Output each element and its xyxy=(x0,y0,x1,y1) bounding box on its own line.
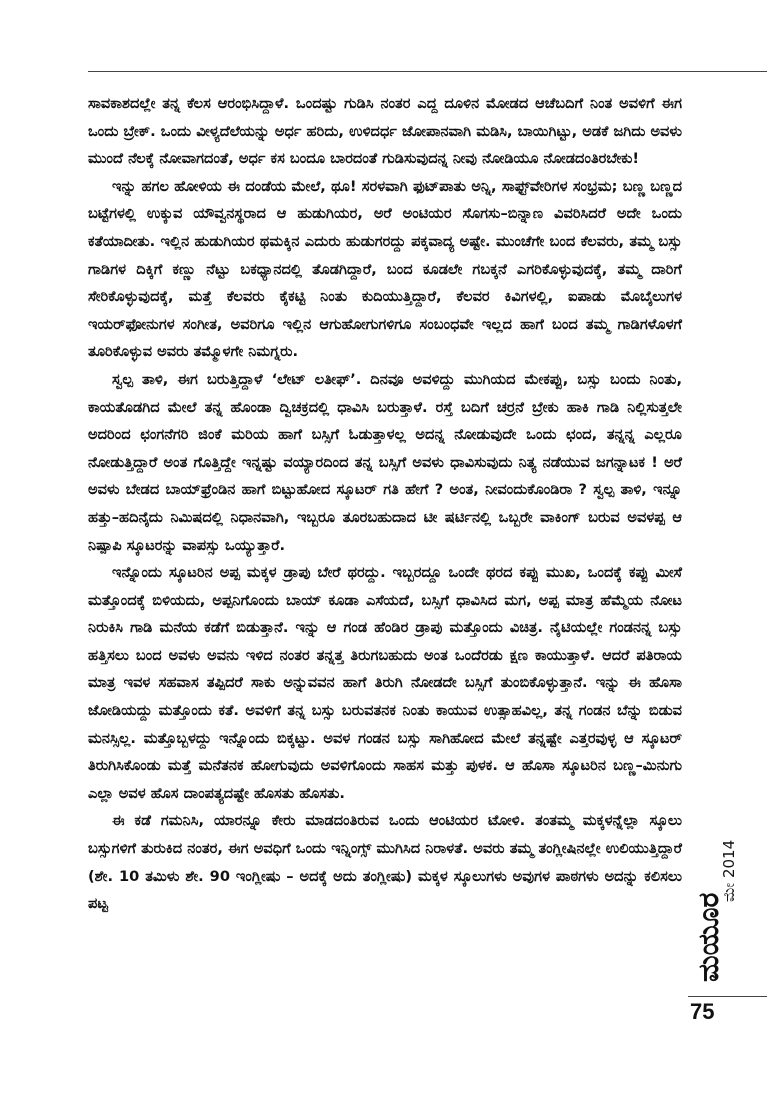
paragraph-1: ಸಾವಕಾಶದಲ್ಲೇ ತನ್ನ ಕೆಲಸ ಆರಂಭಿಸಿದ್ದಾಳೆ. ಒಂದಷ್ಟು ಗುಡಿಸಿ ನಂತರ ಎದ್ದ ದೂಳಿನ ಮೋಡದ ಆಚೆಬದಿಗೆ ನಿಂತ ಅವಳಿಗೆ ಈಗ ಒಂದು ಬ್ರೇಕ್. ಒಂದು ವೀಳ್ಯದೆಲೆಯನ್ನು ಅರ್ಧ ಹರಿದು, ಉಳಿದರ್ಧ ಜೋಪಾನವಾಗಿ ಮಡಿಸಿ, ಬಾಯಿಗಿಟ್ಟು, ಅಡಕೆ ಜಗಿದು ಅವಳು ಮುಂದೆ ನೆಲಕ್ಕೆ ನೋವಾಗದಂತೆ, ಅರ್ಧ ಕಸ ಬಂದೂ ಬಾರದಂತೆ ಗುಡಿಸುವುದನ್ನ ನೀವು ನೋಡಿಯೂ ನೋಡದಂತಿರಬೇಕು! xyxy=(88,95,682,168)
article-body xyxy=(88,90,682,918)
folio-rule xyxy=(688,996,767,997)
issue-date-vertical xyxy=(716,822,742,902)
top-rule xyxy=(88,71,767,72)
paragraph-3: ಸ್ವಲ್ಪ ತಾಳಿ, ಈಗ ಬರುತ್ತಿದ್ದಾಳೆ ‘ಲೇಟ್ ಲತೀಫ್’. ದಿನವೂ ಅವಳಿದ್ದು ಮುಗಿಯದ ಮೇಕಪ್ಪು, ಬಸ್ಸು ಬಂದು ನಿಂತು, ಕಾಯತೊಡಗಿದ ಮೇಲೆ ತನ್ನ ಹೊಂಡಾ ದ್ವಿಚಕ್ರದಲ್ಲಿ ಧಾವಿಸಿ ಬರುತ್ತಾಳೆ. ರಸ್ತೆ ಬದಿಗೆ ಚರ್ರನೆ ಬ್ರೇಕು ಹಾಕಿ ಗಾಡಿ ನಿಲ್ಲಿಸುತ್ತಲೇ ಅದರಿಂದ ಛಂಗನೆಗರಿ ಜಿಂಕೆ ಮರಿಯ ಹಾಗೆ ಬಸ್ಸಿಗೆ ಓಡುತ್ತಾಳಲ್ಲ ಅದನ್ನ ನೋಡುವುದೇ ಒಂದು ಛಂದ, ತನ್ನನ್ನ ಎಲ್ಲರೂ ನೋಡುತ್ತಿದ್ದಾರೆ ಅಂತ ಗೊತ್ತಿದ್ದೇ ಇನ್ನಷ್ಟು ವಯ್ಯಾರದಿಂದ ತನ್ನ ಬಸ್ಸಿಗೆ ಅವಳು ಧಾವಿಸುವುದು ನಿತ್ಯ ನಡೆಯುವ ಜಗನ್ನಾಟಕ ! ಅರೆ ಅವಳು ಬೇಡದ ಬಾಯ್‌ಫ್ರೆಂಡಿನ ಹಾಗೆ ಬಿಟ್ಟುಹೋದ ಸ್ಕೂಟರ್ ಗತಿ ಹೇಗೆ ? ಅಂತ, ನೀವಂದುಕೊಂಡಿರಾ ? ಸ್ವಲ್ಪ ತಾಳಿ, ಇನ್ನೂ ಹತ್ತು–ಹದಿನೈದು ನಿಮಿಷದಲ್ಲಿ ನಿಧಾನವಾಗಿ, ಇಬ್ಬರೂ ತೂರಬಹುದಾದ ಟೀ ಷರ್ಟಿನಲ್ಲಿ ಒಬ್ಬರೇ ವಾಕಿಂಗ್ ಬರುವ ಅವಳಪ್ಪ ಆ ನಿಷ್ಪಾಪಿ ಸ್ಕೂಟರನ್ನು ವಾಪಸ್ಸು ಒಯ್ಯುತ್ತಾರೆ. xyxy=(88,370,682,554)
magazine-name: ಮಯೂರ xyxy=(692,892,725,982)
paragraph-4: ಇನ್ನೊಂದು ಸ್ಕೂಟರಿನ ಅಪ್ಪ ಮಕ್ಕಳ ಡ್ರಾಪು ಬೇರೆ ಥರದ್ದು. ಇಬ್ಬರದ್ದೂ ಒಂದೇ ಥರದ ಕಪ್ಪು ಮುಖ, ಒಂದಕ್ಕೆ ಕಪ್ಪು ಮೀಸೆ ಮತ್ತೊಂದಕ್ಕೆ ಬಿಳಿಯದು, ಅಪ್ಪನಿಗೊಂದು ಬಾಯ್ ಕೂಡಾ ಎಸೆಯದೆ, ಬಸ್ಸಿಗೆ ಧಾವಿಸಿದ ಮಗ, ಅಪ್ಪ ಮಾತ್ರ ಹೆಮ್ಮೆಯ ನೋಟ ನಿರುಕಿಸಿ ಗಾಡಿ ಮನೆಯ ಕಡೆಗೆ ಬಿಡುತ್ತಾನೆ. ಇನ್ನು ಆ ಗಂಡ ಹೆಂಡಿರ ಡ್ರಾಪು ಮತ್ತೊಂದು ವಿಚಿತ್ರ. ನೈಟಿಯಲ್ಲೇ ಗಂಡನನ್ನ ಬಸ್ಸು ಹತ್ತಿಸಲು ಬಂದ ಅವಳು ಅವನು ಇಳಿದ ನಂತರ ತನ್ನತ್ತ ತಿರುಗಬಹುದು ಅಂತ ಒಂದೆರಡು ಕ್ಷಣ ಕಾಯುತ್ತಾಳೆ. ಆದರೆ ಪತಿರಾಯ ಮಾತ್ರ ಇವಳ ಸಹವಾಸ ತಪ್ಪಿದರೆ ಸಾಕು ಅನ್ನುವವನ ಹಾಗೆ ತಿರುಗಿ ನೋಡದೇ ಬಸ್ಸಿಗೆ ತುಂಬಿಕೊಳ್ಳುತ್ತಾನೆ. ಇನ್ನು ಈ ಹೊಸಾ ಜೋಡಿಯದ್ದು ಮತ್ತೊಂದು ಕತೆ. ಅವಳಿಗೆ ತನ್ನ ಬಸ್ಸು ಬರುವತನಕ ನಿಂತು ಕಾಯುವ ಉತ್ಸಾಹವಿಲ್ಲ, ತನ್ನ ಗಂಡನ ಬೆನ್ನು ಬಿಡುವ ಮನಸ್ಸಿಲ್ಲ. ಮತ್ತೊಬ್ಬಳದ್ದು ಇನ್ನೊಂದು ಬಿಕ್ಕಟ್ಟು. ಅವಳ ಗಂಡನ ಬಸ್ಸು ಸಾಗಿಹೋದ ಮೇಲೆ ತನ್ನಷ್ಟೇ ಎತ್ತರವುಳ್ಳ ಆ ಸ್ಕೂಟರ್ ತಿರುಗಿಸಿಕೊಂಡು ಮತ್ತೆ ಮನೆತನಕ ಹೋಗುವುದು ಅವಳಿಗೊಂದು ಸಾಹಸ ಮತ್ತು ಪುಳಕ. ಆ ಹೊಸಾ ಸ್ಕೂಟರಿನ ಬಣ್ಣ–ಮಿನುಗು ಎಲ್ಲಾ ಅವಳ ಹೊಸ ದಾಂಪತ್ಯದಷ್ಟೇ ಹೊಸತು ಹೊಸತು. xyxy=(88,564,682,802)
issue-date: ಮೇ 2014 xyxy=(720,839,738,902)
paragraph-2: ಇನ್ನು ಹಗಲ ಹೋಳಿಯ ಈ ದಂಡೆಯ ಮೇಲೆ, ಥೂ! ಸರಳವಾಗಿ ಫುಟ್‌ಪಾತು ಅನ್ನಿ, ಸಾಫ್ಟ್‌ವೇರಿಗಳ ಸಂಭ್ರಮ; ಬಣ್ಣ ಬಣ್ಣದ ಬಟ್ಟೆಗಳಲ್ಲಿ ಉಕ್ಕುವ ಯೌವ್ವನಸ್ಥರಾದ ಆ ಹುಡುಗಿಯರ, ಅರೆ ಅಂಟಿಯರ ಸೊಗಸು–ಬಿನ್ನಾಣ ವಿವರಿಸಿದರೆ ಅದೇ ಒಂದು ಕತೆಯಾದೀತು. ಇಲ್ಲಿನ ಹುಡುಗಿಯರ ಥಮಕ್ಕಿನ ಎದುರು ಹುಡುಗರದ್ದು ಪಕ್ಕವಾದ್ಯ ಅಷ್ಟೇ. ಮುಂಚೆಗೇ ಬಂದ ಕೆಲವರು, ತಮ್ಮ ಬಸ್ಸು ಗಾಡಿಗಳ ದಿಕ್ಕಿಗೆ ಕಣ್ಣು ನೆಟ್ಟು ಬಕಧ್ಯಾನದಲ್ಲಿ ತೊಡಗಿದ್ದಾರೆ, ಬಂದ ಕೂಡಲೇ ಗಬಕ್ಕನೆ ಎಗರಿಕೊಳ್ಳುವುದಕ್ಕೆ, ತಮ್ಮ ದಾರಿಗೆ ಸೇರಿಕೊಳ್ಳುವುದಕ್ಕೆ, ಮತ್ತೆ ಕೆಲವರು ಕೈಕಟ್ಟಿ ನಿಂತು ಕುದಿಯುತ್ತಿದ್ದಾರೆ, ಕೆಲವರ ಕಿವಿಗಳಲ್ಲಿ, ಐಪಾಡು ಮೊಬೈಲುಗಳ ಇಯರ್‌ಫೋನುಗಳ ಸಂಗೀತ, ಅವರಿಗೂ ಇಲ್ಲಿನ ಆಗುಹೋಗುಗಳಿಗೂ ಸಂಬಂಧವೇ ಇಲ್ಲದ ಹಾಗೆ ಬಂದ ತಮ್ಮ ಗಾಡಿಗಳೊಳಗೆ ತೂರಿಕೊಳ್ಳುವ ಅವರು ತಮ್ಮೊಳಗೇ ನಿಮಗ್ನರು. xyxy=(88,177,682,361)
page-number: 75 xyxy=(690,999,715,1024)
paragraph-5: ಈ ಕಡೆ ಗಮನಿಸಿ, ಯಾರನ್ನೂ ಕೇರು ಮಾಡದಂತಿರುವ ಒಂದು ಆಂಟಿಯರ ಟೋಳಿ. ತಂತಮ್ಮ ಮಕ್ಕಳನ್ನೆಲ್ಲಾ ಸ್ಕೂಲು ಬಸ್ಸುಗಳಿಗೆ ತುರುಕಿದ ನಂತರ, ಈಗ ಅವಧಿಗೆ ಒಂದು ಇನ್ನಿಂಗ್ಸ್ ಮುಗಿಸಿದ ನಿರಾಳತೆ. ಅವರು ತಮ್ಮ ತಂಗ್ಲೀಷಿನಲ್ಲೇ ಉಲಿಯುತ್ತಿದ್ದಾರೆ (ಶೇ. 10 ತಮಿಳು ಶೇ. 90 ಇಂಗ್ಲೀಷು – ಅದಕ್ಕೆ ಅದು ತಂಗ್ಲೀಷು) ಮಕ್ಕಳ ಸ್ಕೂಲುಗಳು ಅವುಗಳ ಪಾಠಗಳು ಅದನ್ನು ಕಲಿಸಲು ಪಟ್ಟ xyxy=(88,812,682,913)
